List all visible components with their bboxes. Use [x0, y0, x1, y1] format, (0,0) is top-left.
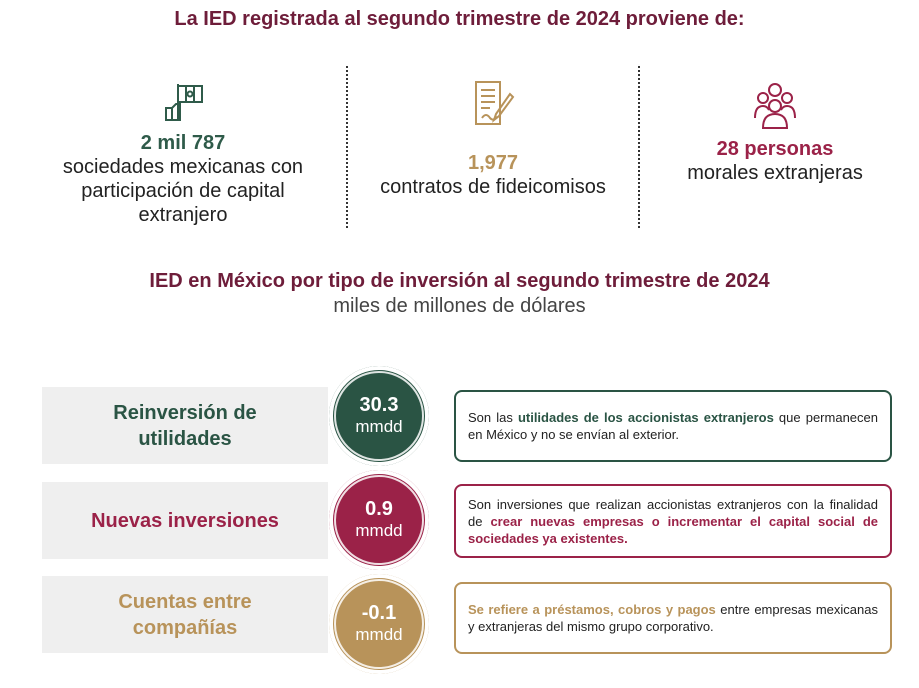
section-subtitle: miles de millones de dólares: [333, 295, 586, 317]
desc-bold: utilidades de los accionistas extranjeros: [517, 410, 774, 425]
row-value: -0.1: [361, 602, 397, 624]
divider: [638, 66, 640, 228]
row-label: Cuentas entre compañías: [118, 590, 252, 639]
stat-description: morales extranjeras: [687, 162, 863, 184]
stat-contratos: [352, 80, 634, 199]
header-title: La IED registrada al segundo trimestre de 2024 proviene de:: [174, 8, 745, 30]
contract-pen-icon: [352, 80, 634, 128]
value-circle-cuentas: [329, 574, 429, 674]
divider: [346, 66, 348, 228]
description-cuentas: [454, 582, 892, 654]
value-circle-nuevas: [329, 470, 429, 570]
stat-description: sociedades mexicanas con participación de capital extranjero: [62, 156, 304, 226]
desc-text: Son las: [468, 410, 518, 425]
section-title: IED en México por tipo de inversión al segundo trimestre de 2024: [149, 270, 770, 292]
desc-bold: Se refiere a préstamos, cobros y pagos: [468, 602, 716, 617]
row-unit: mmdd: [355, 417, 403, 436]
row-unit: mmdd: [355, 625, 403, 644]
desc-text: entre empresas mexicanas y extranjeras del mismo grupo corporativo.: [468, 602, 878, 634]
row-unit: mmdd: [355, 521, 403, 540]
description-nuevas: [454, 484, 892, 558]
row-value: 0.9: [365, 498, 393, 520]
desc-bold: crear nuevas empresas o incrementar el capital social de sociedades ya existentes.: [468, 513, 879, 546]
stat-sociedades: [40, 80, 326, 227]
row-label: Reinversión de utilidades: [113, 401, 257, 450]
stat-description: contratos de fideicomisos: [380, 176, 606, 198]
description-reinversion: [454, 390, 892, 462]
desc-text: Son inversiones que realizan accionistas extranjeros con la finalidad de: [468, 496, 878, 529]
label-reinversion: [42, 387, 328, 464]
label-nuevas-inversiones: [42, 482, 328, 559]
stat-number: 2 mil 787: [140, 132, 226, 154]
stat-personas: [644, 80, 906, 185]
row-label: Nuevas inversiones: [91, 509, 279, 532]
row-value: 30.3: [359, 394, 399, 416]
label-cuentas: [42, 576, 328, 653]
people-group-icon: [644, 80, 906, 130]
stat-number: 1,977: [467, 152, 519, 174]
desc-text: que permanecen en México y no se envían al exterior.: [468, 410, 878, 442]
value-circle-reinversion: [329, 366, 429, 466]
stat-number: 28 personas: [716, 138, 834, 160]
flag-hand-icon: [40, 80, 326, 124]
